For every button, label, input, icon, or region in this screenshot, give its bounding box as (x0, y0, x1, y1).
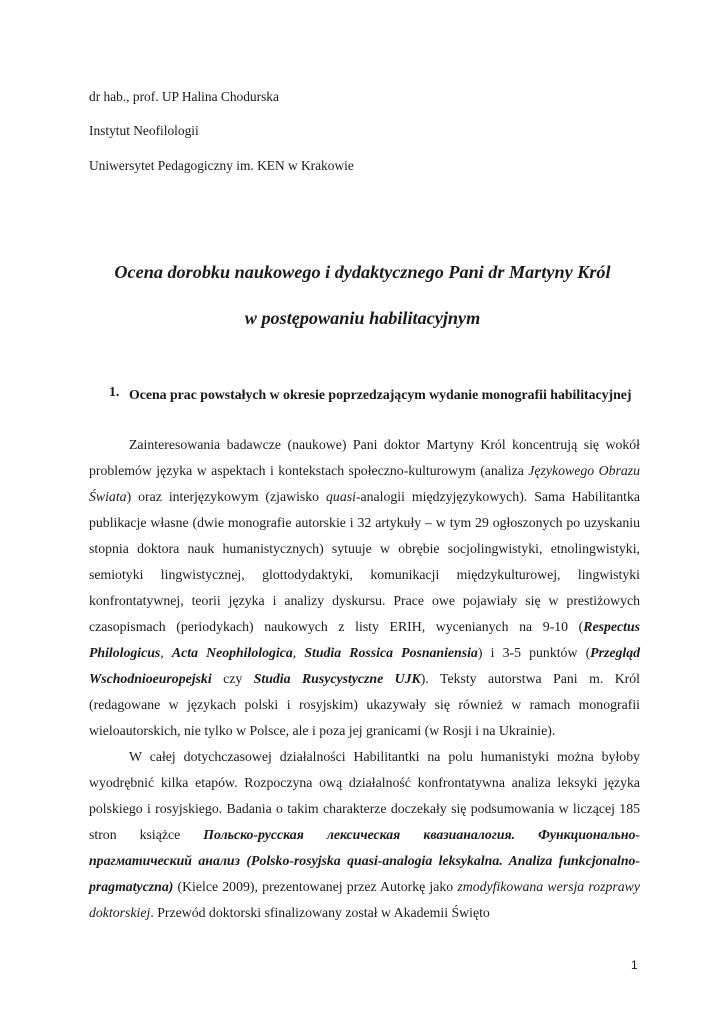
page-number: 1 (631, 958, 638, 972)
paragraph-2 (89, 744, 640, 926)
text-run: , (160, 645, 172, 660)
paragraph-1 (89, 432, 640, 744)
institute-line: Instytut Neofilologii (89, 123, 199, 138)
text-run: ) i 3-5 punktów ( (477, 645, 591, 660)
section-number: 1. (109, 384, 120, 399)
document-title-line-1: Ocena dorobku naukowego i dydaktycznego Pani dr Martyny Król (114, 262, 611, 282)
text-run: , (292, 645, 305, 660)
text-run: Zainteresowania badawcze (naukowe) Pani doktor Martyny Król koncentrują się wokół problemów języka w aspektach i kontekstach społeczno-kulturowym (analiza (89, 437, 640, 478)
text-run: W całej dotychczasowej działalności Habilitantki na polu humanistyki można byłoby wyodrębnić kilka etapów. Rozpoczyna ową działalność konfrontatywna analiza leksyki języka polskiego i rosyjskiego. Badania o takim charakterze doczekały się podsumowania w liczącej 185 stron książce (89, 749, 640, 842)
author-line: dr hab., prof. UP Halina Chodurska (89, 89, 279, 104)
text-run: czy (211, 671, 254, 686)
italic-term: quasi (326, 489, 356, 504)
text-run: (Kielce 2009), prezentowanej przez Autorkę jako (173, 879, 458, 894)
text-run: ). Teksty autorstwa Pani m. Król (redagowane w językach polski i rosyjskim) ukazywały się również w ramach monografii wieloautorskich, nie tylko w Polsce, ale i poza jej granicami (w Rosji i na Ukrainie). (89, 671, 641, 738)
journal-title: Acta Neophilologica (171, 645, 293, 660)
journal-title: Respectus Philologicus (89, 619, 640, 660)
text-run: . Przewód doktorski sfinalizowany został w Akademii Święto (150, 905, 490, 920)
italic-term: zmodyfikowana wersja rozprawy doktorskiej (89, 879, 640, 920)
journal-title: Przegląd Wschodnioeuropejski (89, 645, 640, 686)
text-run: -analogii międzyjęzykowych). Sama Habilitantka publikacje własne (dwie monografie autorskie i 32 artykuły – w tym 29 ogłoszonych po uzyskaniu stopnia doktora nauk humanistycznych) sytuuje w obrębie socjolingwistyki, etnolingwistyki, semiotyki lingwistycznej, glottodydaktyki, komunikacji międzykulturowej, lingwistyki konfrontatywnej, teorii języka i analizy dyskursu. Prace owe pojawiały się w prestiżowych czasopismach (periodykach) naukowych z listy ERIH, wycenianych na 9-10 ( (89, 489, 640, 634)
section-heading: Ocena prac powstałych w okresie poprzedzającym wydanie monografii habilitacyjnej (129, 387, 632, 402)
document-title-line-2: w postępowaniu habilitacyjnym (244, 308, 481, 328)
text-run: ) oraz interjęzykowym (zjawisko (126, 489, 327, 504)
journal-title: Studia Rusycystyczne UJK (253, 671, 421, 686)
italic-term: Językowego Obrazu Świata (89, 463, 640, 504)
journal-title: Studia Rossica Posnaniensia (304, 645, 478, 660)
university-line: Uniwersytet Pedagogiczny im. KEN w Krakowie (89, 158, 354, 173)
book-title: Польско-русская лексическая квазианалогия. Функционально-прагматический анализ (Polsko-rosyjska quasi-analogia leksykalna. Analiza funkcjonalno-pragmatyczna) (89, 827, 640, 894)
